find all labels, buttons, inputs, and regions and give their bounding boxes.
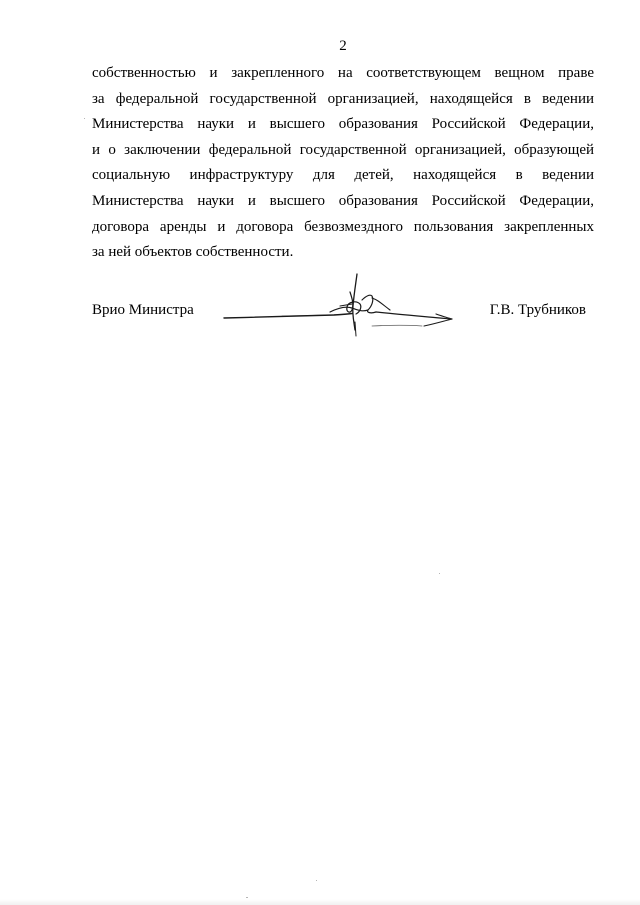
- body-line: Министерства науки и высшего образования Российской Федерации,: [92, 116, 594, 133]
- body-line: за ней объектов собственности.: [92, 244, 294, 261]
- body-line: Министерства науки и высшего образования Российской Федерации,: [92, 192, 594, 209]
- body-line: и о заключении федеральной государственной организацией, образующей: [92, 141, 594, 158]
- body-line: за федеральной государственной организацией, находящейся в ведении: [92, 90, 594, 107]
- signer-title: Врио Министра: [92, 302, 194, 318]
- scan-speck: [84, 118, 85, 119]
- body-line: собственностью и закрепленного на соответствующем вещном праве: [92, 65, 594, 81]
- scan-speck: [246, 897, 248, 898]
- signer-name: Г.В. Трубников: [489, 302, 586, 318]
- handwritten-signature: [222, 270, 462, 340]
- page-number: 2: [339, 38, 347, 54]
- page-bottom-edge: [0, 899, 640, 905]
- body-paragraph: [92, 61, 594, 266]
- body-line: договора аренды и договора безвозмездного пользования закрепленных: [92, 218, 594, 235]
- scan-speck: [439, 573, 440, 574]
- body-line: социальную инфраструктуру для детей, находящейся в ведении: [92, 167, 594, 184]
- scan-speck: [316, 880, 317, 881]
